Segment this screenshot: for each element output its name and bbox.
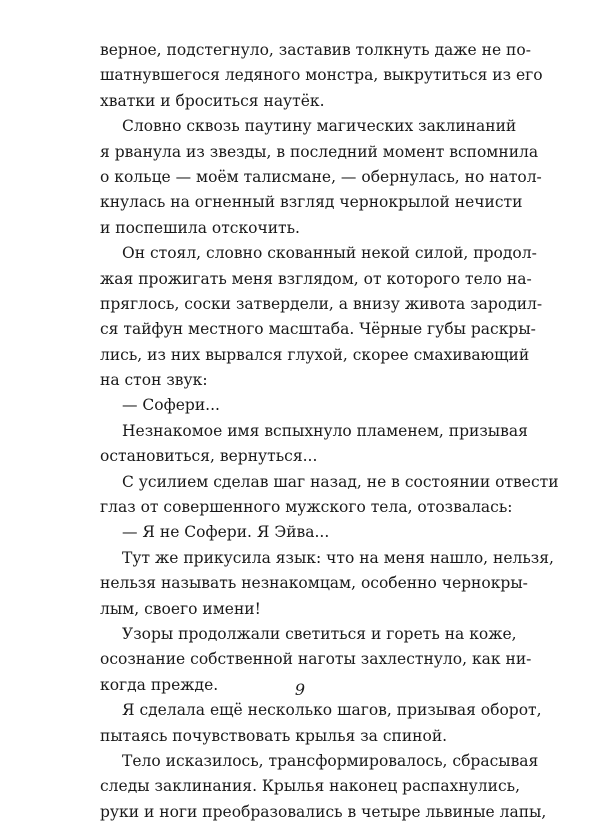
text-line: руки и ноги преобразовались в четыре львиные лапы, (100, 802, 547, 821)
text-line: и поспешила отскочить. (100, 218, 300, 237)
text-line: нельзя называть незнакомцам, особенно чернокры- (100, 574, 528, 593)
text-line: пряглось, соски затвердели, а внизу живота зародил- (100, 294, 543, 313)
text-line: лись, из них вырвался глухой, скорее смахивающий (100, 345, 530, 364)
text-line: Я сделала ещё несколько шагов, призывая оборот, (122, 701, 542, 720)
text-line: верное, подстегнуло, заставив толкнуть даже не по- (100, 41, 531, 59)
text-line: Тело исказилось, трансформировалось, сбрасывая (122, 751, 539, 770)
text-line: жая прожигать меня взглядом, от которого тело на- (100, 269, 532, 288)
page-number: 9 (294, 680, 306, 699)
text-line: Тут же прикусила язык: что на меня нашло, нельзя, (122, 548, 554, 567)
text-line: шатнувшегося ледяного монстра, выкрутиться из его (100, 66, 543, 85)
text-line: остановиться, вернуться... (100, 447, 318, 466)
text-line: — Я не Софери. Я Эйва... (122, 523, 330, 542)
text-line: на стон звук: (100, 371, 208, 390)
text-line: я рванула из звезды, в последний момент вспомнила (100, 142, 539, 161)
text-line: Он стоял, словно скованный некой силой, продол- (122, 244, 537, 263)
text-line: следы заклинания. Крылья наконец распахнулись, (100, 777, 520, 796)
text-line: хватки и броситься наутёк. (100, 91, 325, 110)
text-line: пытаясь почувствовать крылья за спиной. (100, 726, 448, 745)
text-line: С усилием сделав шаг назад, не в состоянии отвести (122, 472, 559, 491)
text-line: лым, своего имени! (100, 599, 261, 618)
text-line: осознание собственной наготы захлестнуло, как ни- (100, 650, 532, 669)
text-line: ся тайфун местного масштаба. Чёрные губы раскры- (100, 320, 536, 339)
text-line: Узоры продолжали светиться и гореть на коже, (122, 624, 517, 643)
text-line: Словно сквозь паутину магических заклинаний (122, 117, 517, 136)
text-line: Незнакомое имя вспыхнуло пламенем, призывая (122, 421, 528, 440)
text-line: — Софери... (122, 396, 220, 415)
text-line: кнулась на огненный взгляд чернокрылой нечисти (100, 193, 523, 212)
body-text (100, 38, 559, 825)
text-line: о кольце — моём талисмане, — обернулась, но натол- (100, 167, 542, 186)
text-line: когда прежде. (100, 675, 219, 694)
text-line: глаз от совершенного мужского тела, отозвалась: (100, 498, 513, 517)
